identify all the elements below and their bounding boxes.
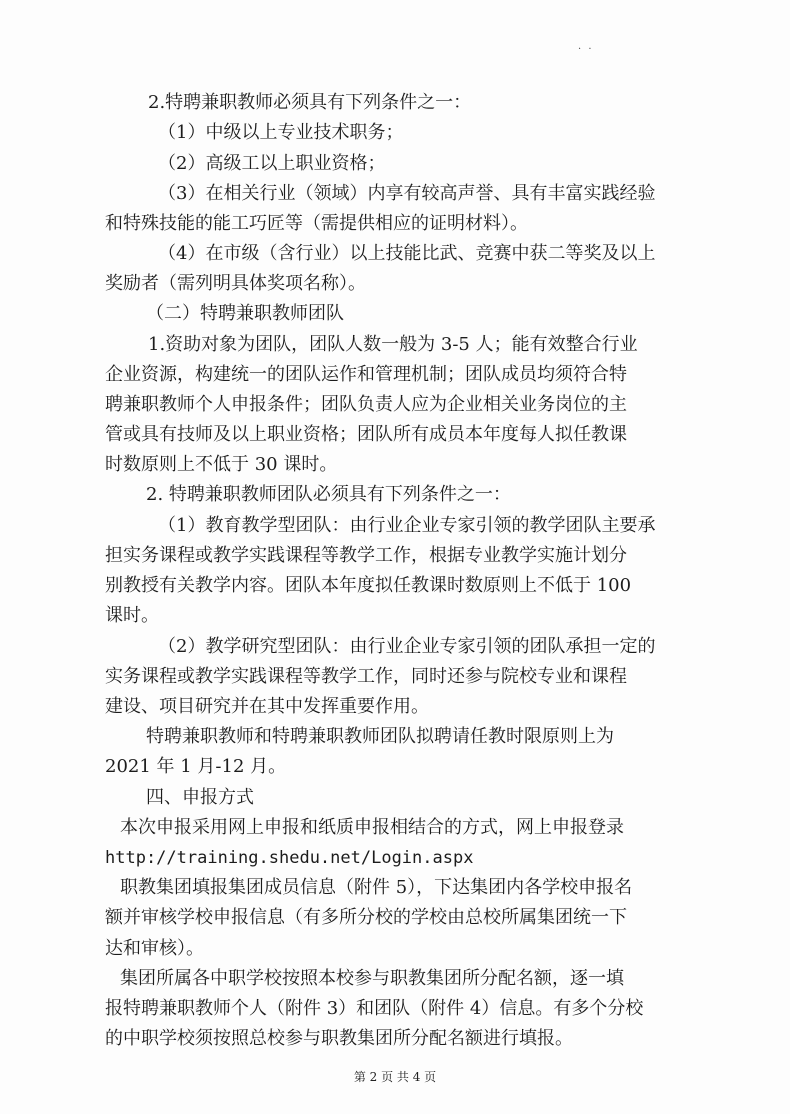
paragraph-line: 奖励者（需列明具体奖项名称）。 (105, 273, 366, 294)
paragraph-line: 企业资源，构建统一的团队运作和管理机制；团队成员均须符合特 (105, 364, 627, 385)
paragraph-line: 管或具有技师及以上职业资格；团队所有成员本年度每人拟任教课 (105, 424, 627, 445)
paragraph-line: 担实务课程或教学实践课程等教学工作，根据专业教学实施计划分 (105, 545, 627, 566)
paragraph-line: 职教集团填报集团成员信息（附件 5），下达集团内各学校申报名 (120, 877, 633, 898)
paragraph-line: 达和审核）。 (105, 938, 204, 959)
paragraph-line: 和特殊技能的能工巧匠等（需提供相应的证明材料）。 (105, 213, 528, 234)
registration-url: http://training.shedu.net/Login.aspx (105, 848, 474, 868)
paragraph-line: （3）在相关行业（领域）内享有较高声誉、具有丰富实践经验 (158, 183, 656, 204)
paragraph-line: 2. 特聘兼职教师团队必须具有下列条件之一： (146, 484, 511, 505)
paragraph-line: （1）中级以上专业技术职务； (158, 122, 404, 143)
paragraph-line: 的中职学校须按照总校参与职教集团所分配名额进行填报。 (105, 1028, 573, 1049)
scan-speck: · · (578, 44, 594, 55)
paragraph-line: （2）高级工以上职业资格； (158, 153, 386, 174)
paragraph-line: 集团所属各中职学校按照本校参与职教集团所分配名额，逐一填 (120, 968, 624, 989)
paragraph-line: 1.资助对象为团队，团队人数一般为 3-5 人；能有效整合行业 (148, 334, 638, 355)
paragraph-line: 别教授有关教学内容。团队本年度拟任教课时数原则上不低于 100 (105, 575, 632, 596)
paragraph-line: 报特聘兼职教师个人（附件 3）和团队（附件 4）信息。有多个分校 (105, 998, 644, 1019)
paragraph-line: 聘兼职教师个人申报条件；团队负责人应为企业相关业务岗位的主 (105, 394, 627, 415)
section-heading: （二）特聘兼职教师团队 (146, 303, 344, 324)
paragraph-line: 课时。 (105, 605, 159, 626)
paragraph-line: 建设、项目研究并在其中发挥重要作用。 (105, 696, 429, 717)
page-number: 第 2 页 共 4 页 (353, 1070, 437, 1084)
paragraph-line: 实务课程或教学实践课程等教学工作，同时还参与院校专业和课程 (105, 666, 627, 687)
paragraph-line: 时数原则上不低于 30 课时。 (105, 454, 338, 475)
paragraph-line: 额并审核学校申报信息（有多所分校的学校由总校所属集团统一下 (105, 907, 627, 928)
paragraph-line: 2021 年 1 月-12 月。 (105, 756, 287, 777)
paragraph-line: 特聘兼职教师和特聘兼职教师团队拟聘请任教时限原则上为 (146, 726, 614, 747)
paragraph-line: （1）教育教学型团队：由行业企业专家引领的教学团队主要承 (158, 515, 656, 536)
section-heading: 四、申报方式 (146, 787, 254, 808)
paragraph-line: 2.特聘兼职教师必须具有下列条件之一： (148, 92, 472, 113)
paragraph-line: 本次申报采用网上申报和纸质申报相结合的方式，网上申报登录 (120, 817, 624, 838)
paragraph-line: （2）教学研究型团队：由行业企业专家引领的团队承担一定的 (158, 636, 656, 657)
paragraph-line: （4）在市级（含行业）以上技能比武、竞赛中获二等奖及以上 (158, 243, 656, 264)
